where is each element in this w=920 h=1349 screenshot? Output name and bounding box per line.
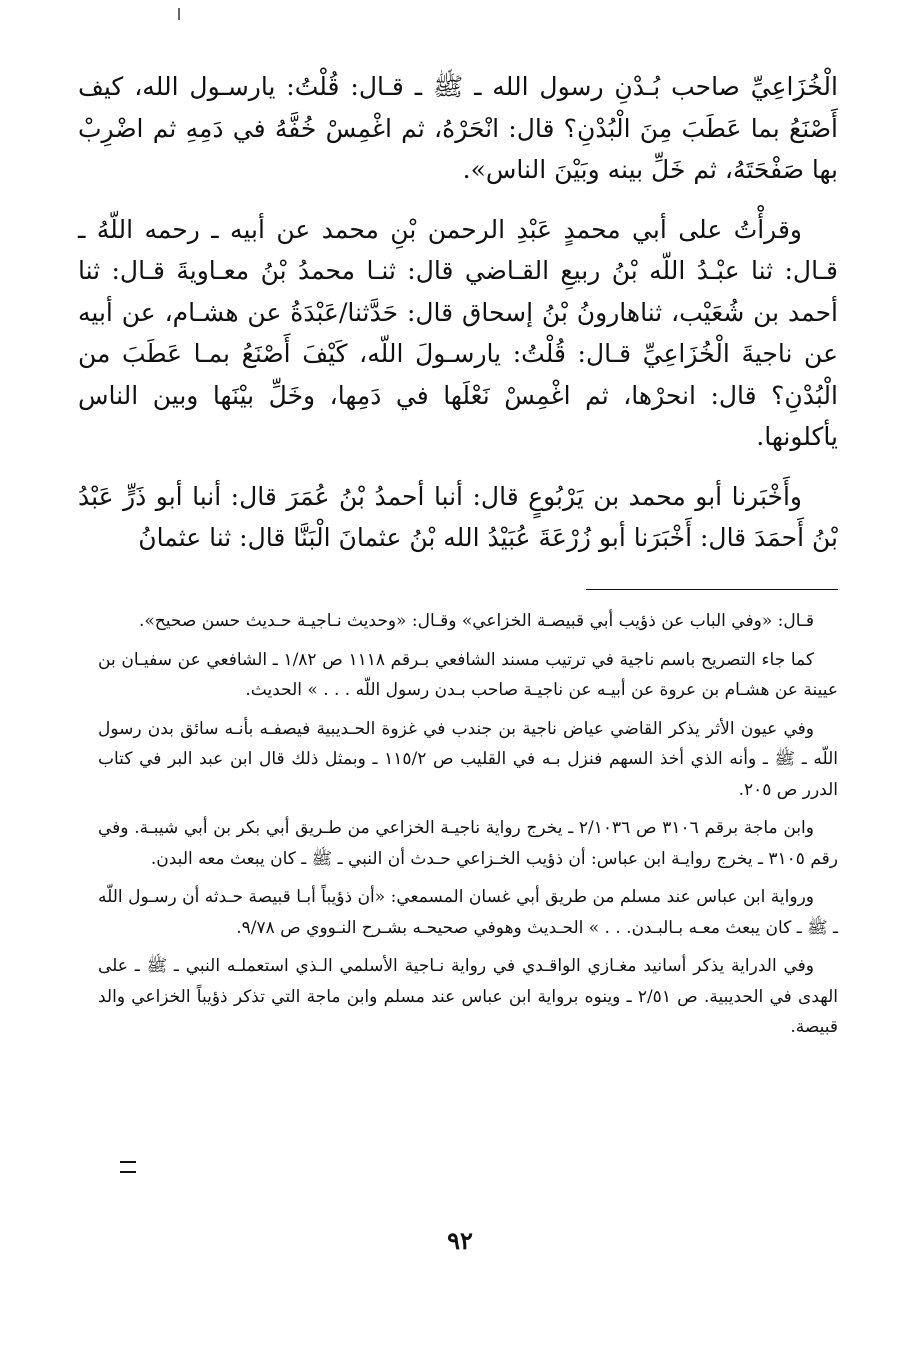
main-paragraph-2: وقرأْتُ على أبي محمدٍ عَبْدِ الرحمن بْنِ محمد عن أبيه ـ رحمه اللّهُ ـ قـال: ثنا عبْـدُ اللّه بْنُ ربيعِ القـاضي قال: ثنـا محمدُ بْنُ معـاويةَ قـال: ثنا أحمد بن شُعَيْب، ثناهارونُ بْنُ إسحاق قال: حَدَّثنا/عَبْدَةُ عن هشـام، عن أبيه عن ناجيةَ الْخُزَاعِيِّ قـال: قُلْتُ: يارسـولَ اللّه، كَيْفَ أَصْنَعُ بمـا عَطَبَ من الْبُدْنِ؟ قال: انحرْها، ثم اغْمِسْ نَعْلَها في دَمِها، وخَلِّ بيْنَها وبين الناس يأكلونها. xyxy=(78,214,838,451)
footnote-6: وفي الدراية يذكر أسانيد مغـازي الواقـدي في رواية نـاجية الأسلمي الـذي استعملـه النبي ـ ﷺ ـ على الهدى في الحديبية. ص ٢/٥١ ـ وينوه برواية ابن عباس عند مسلم وابن ماجة التي تذكر ذؤيباً الخزاعي والد قبيصة. xyxy=(98,956,838,1037)
footnotes xyxy=(98,606,838,1051)
main-paragraph-3: وأَخْبَرنا أبو محمد بن يَرْبُوعٍ قال: أنبا أحمدُ بْنُ عُمَرَ قال: أنبا أبو ذَرٍّ عَبْدُ بْنُ أَحمَدَ قال: أَخْبَرَنا أبو زُرْعَةَ عُبَيْدُ الله بْنُ عثمانَ الْبَنَّا قال: ثنا عثمانُ xyxy=(78,481,838,552)
page-number: ٩٢ xyxy=(447,1226,473,1255)
footnote-3: وفي عيون الأثر يذكر القاضي عياض ناجية بن جندب في غزوة الحـديبية فيصفـه بأنـه سائق بدن رسول اللّه ـ ﷺ ـ وأنه الذي أخذ السهم فنزل بـه في القليب ص ١١٥/٢ ـ وبمثل ذلك قال ابن عبد البر في كتاب الدرر ص ٢٠٥. xyxy=(98,718,838,800)
footnote-1: قـال: «وفي الباب عن ذؤيب أبي قبيصـة الخزاعي» وقـال: «وحديث نـاجيـة حـديث حسن صحيح». xyxy=(138,611,814,631)
footnote-5: ورواية ابن عباس عند مسلم من طريق أبي غسان المسمعي: «أن ذؤيباً أبـا قبيصة حـدثه أن رسـول اللّه ـ ﷺ ـ كان يبعث معـه بـالبـدن. . . » الحـديث وهوفي صحيحـه بشـرح النـووي ص ٩/٧٨. xyxy=(98,887,838,938)
scan-mark xyxy=(178,8,180,20)
continuation-mark xyxy=(120,1161,136,1173)
footnote-4: وابن ماجة برقم ٣١٠٦ ص ٢/١٠٣٦ ـ يخرج رواية ناجيـة الخزاعي من طـريق أبي بكر بن أبي شيبـة. وفي رقم ٣١٠٥ ـ يخرج روايـة ابن عباس: أن ذؤيب الخـزاعي حـدث أن النبي ـ ﷺ ـ كان يبعث معه البدن. xyxy=(98,818,838,869)
footnote-2: كما جاء التصريح باسم ناجية في ترتيب مسند الشافعي بـرقم ١١١٨ ص ١/٨٢ ـ الشافعي عن سفيـان بن عيينة عن هشـام بن عروة عن أبيـه عن ناجيـة صاحب بـدن رسول اللّه . . . » الحديث. xyxy=(98,649,838,700)
main-paragraph-1: الْخُزَاعِيِّ صاحب بُـدْنِ رسول الله ـ ﷺ ـ قـال: قُلْتُ: يارسـول الله، كيف أَصْنَعُ بما عَطَبَ مِنَ الْبُدْنِ؟ قال: انْحَرْهُ، ثم اغْمِسْ خُفَّهُ في دَمِهِ ثم اضْرِبْ بها صَفْحَتَهُ، ثم خَلِّ بينه وبَيْنَ الناس». xyxy=(78,72,838,184)
footnote-separator xyxy=(586,589,838,590)
main-text xyxy=(78,66,838,577)
